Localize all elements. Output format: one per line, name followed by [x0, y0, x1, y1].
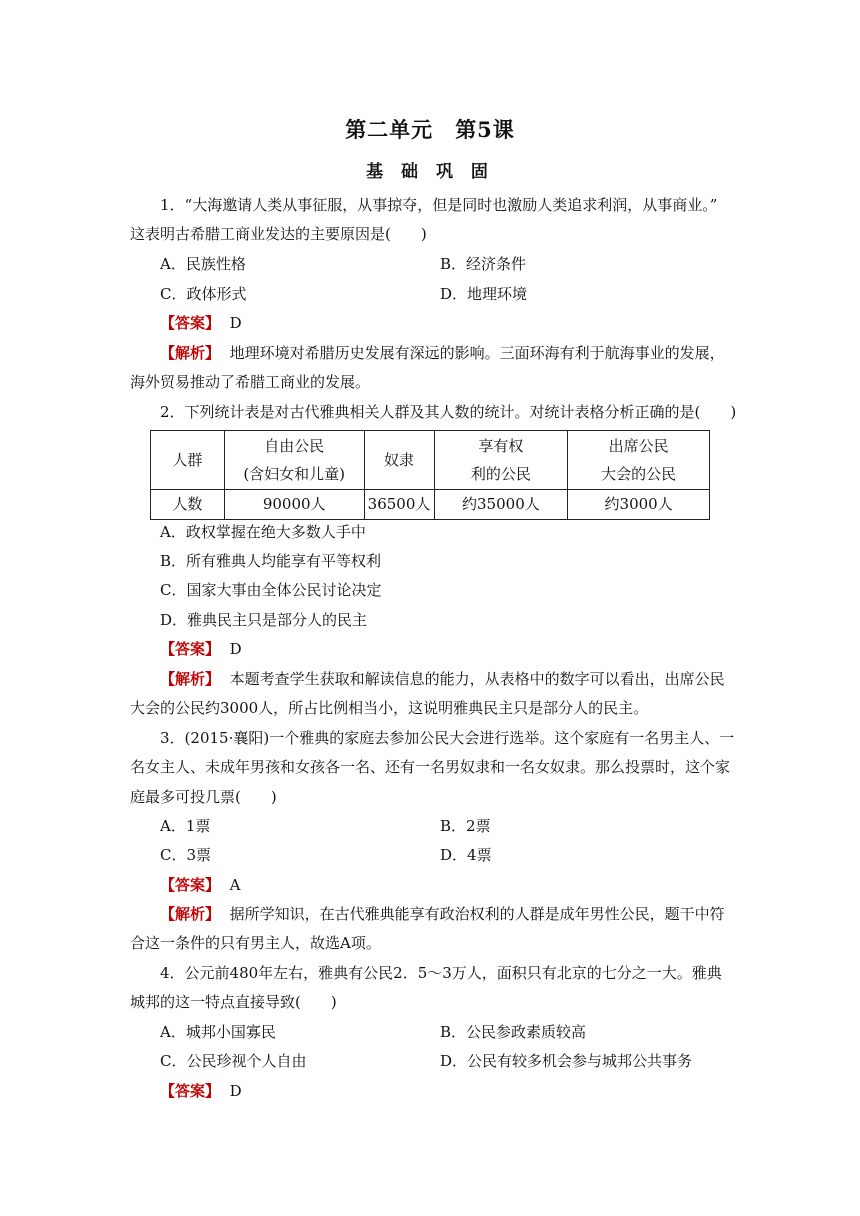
q4-answer	[160, 1081, 760, 1101]
q1-analysis-line2: 海外贸易推动了希腊工商业的发展。	[130, 373, 371, 391]
answer-label: 【答案】	[160, 314, 221, 332]
q4-option-d: D．公民有较多机会参与城邦公共事务	[440, 1052, 693, 1070]
q3-answer-value: A	[229, 876, 241, 894]
q3-stem-line2: 名女主人、未成年男孩和女孩各一名、还有一名男奴隶和一名女奴隶。那么投票时，这个家	[130, 758, 731, 776]
q3-option-b: B．2票	[440, 817, 491, 835]
answer-label: 【答案】	[160, 640, 221, 658]
q1-analysis-text: 地理环境对希腊历史发展有深远的影响。三面环海有利于航海事业的发展，	[229, 344, 725, 362]
table-header-cell: 人群	[151, 431, 225, 490]
analysis-label: 【解析】	[160, 905, 221, 923]
q1-stem-line2: 这表明古希腊工商业发达的主要原因是( )	[130, 225, 427, 243]
section-title: 基 础 巩 固	[366, 162, 494, 182]
q3-analysis-line1	[160, 904, 760, 924]
q3-analysis-line2: 合这一条件的只有男主人，故选A项。	[130, 934, 381, 952]
q3-analysis-text: 据所学知识，在古代雅典能享有政治权利的人群是成年男性公民，题干中符	[229, 905, 725, 923]
q4-stem-line1: 4．公元前480年左右，雅典有公民2．5～3万人，面积只有北京的七分之一大。雅典	[160, 964, 722, 982]
q2-analysis-line1	[160, 669, 760, 689]
lesson-title: 第5课	[455, 117, 515, 142]
table-cell: 人数	[151, 489, 225, 519]
q3-stem-line1: 3．(2015·襄阳)一个雅典的家庭去参加公民大会进行选举。这个家庭有一名男主人、一	[160, 729, 735, 747]
table-row	[151, 489, 710, 519]
q3-option-d: D．4票	[440, 846, 492, 864]
table-header-cell: 奴隶	[364, 431, 434, 490]
q4-stem-line2: 城邦的这一特点直接导致( )	[130, 993, 337, 1011]
unit-title: 第二单元	[345, 117, 434, 142]
q2-analysis-line2: 大会的公民约3000人，所占比例相当小，这说明雅典民主只是部分人的民主。	[130, 699, 649, 717]
q3-option-a: A．1票	[160, 817, 211, 835]
table-header-row	[151, 431, 710, 490]
q2-option-c: C．国家大事由全体公民讨论决定	[160, 581, 382, 599]
analysis-label: 【解析】	[160, 670, 221, 688]
q4-answer-value: D	[229, 1082, 242, 1100]
q4-option-a: A．城邦小国寡民	[160, 1023, 276, 1041]
q1-option-a: A．民族性格	[160, 255, 246, 273]
q3-option-c: C．3票	[160, 846, 212, 864]
q2-stem: 2．下列统计表是对古代雅典相关人群及其人数的统计。对统计表格分析正确的是( )	[160, 403, 737, 421]
statistics-table	[150, 430, 710, 520]
q2-option-a: A．政权掌握在绝大多数人手中	[160, 523, 366, 541]
q2-answer	[160, 639, 760, 659]
table-cell: 36500人	[364, 489, 434, 519]
table-cell: 90000人	[224, 489, 364, 519]
q1-option-d: D．地理环境	[440, 285, 528, 303]
table-header-cell: 自由公民 (含妇女和儿童)	[224, 431, 364, 490]
answer-label: 【答案】	[160, 1082, 221, 1100]
q2-analysis-text: 本题考查学生获取和解读信息的能力，从表格中的数字可以看出，出席公民	[229, 670, 725, 688]
q4-option-b: B．公民参政素质较高	[440, 1023, 587, 1041]
q2-option-d: D．雅典民主只是部分人的民主	[160, 611, 368, 629]
q1-option-c: C．政体形式	[160, 285, 247, 303]
q3-answer	[160, 875, 760, 895]
q1-stem-line1: 1．“大海邀请人类从事征服，从事掠夺，但是同时也激励人类追求利润，从事商业。”	[160, 196, 718, 214]
q1-option-b: B．经济条件	[440, 255, 527, 273]
q3-stem-line3: 庭最多可投几票( )	[130, 788, 277, 806]
table-header-cell: 享有权 利的公民	[434, 431, 568, 490]
analysis-label: 【解析】	[160, 344, 221, 362]
q2-answer-value: D	[229, 640, 242, 658]
q1-analysis-line1	[160, 343, 760, 363]
q1-answer-value: D	[229, 314, 242, 332]
q4-option-c: C．公民珍视个人自由	[160, 1052, 307, 1070]
q1-answer	[160, 313, 760, 333]
page-title	[0, 114, 860, 144]
table-cell: 约3000人	[568, 489, 710, 519]
q2-option-b: B．所有雅典人均能享有平等权利	[160, 552, 382, 570]
table-cell: 约35000人	[434, 489, 568, 519]
answer-label: 【答案】	[160, 876, 221, 894]
table-header-cell: 出席公民 大会的公民	[568, 431, 710, 490]
